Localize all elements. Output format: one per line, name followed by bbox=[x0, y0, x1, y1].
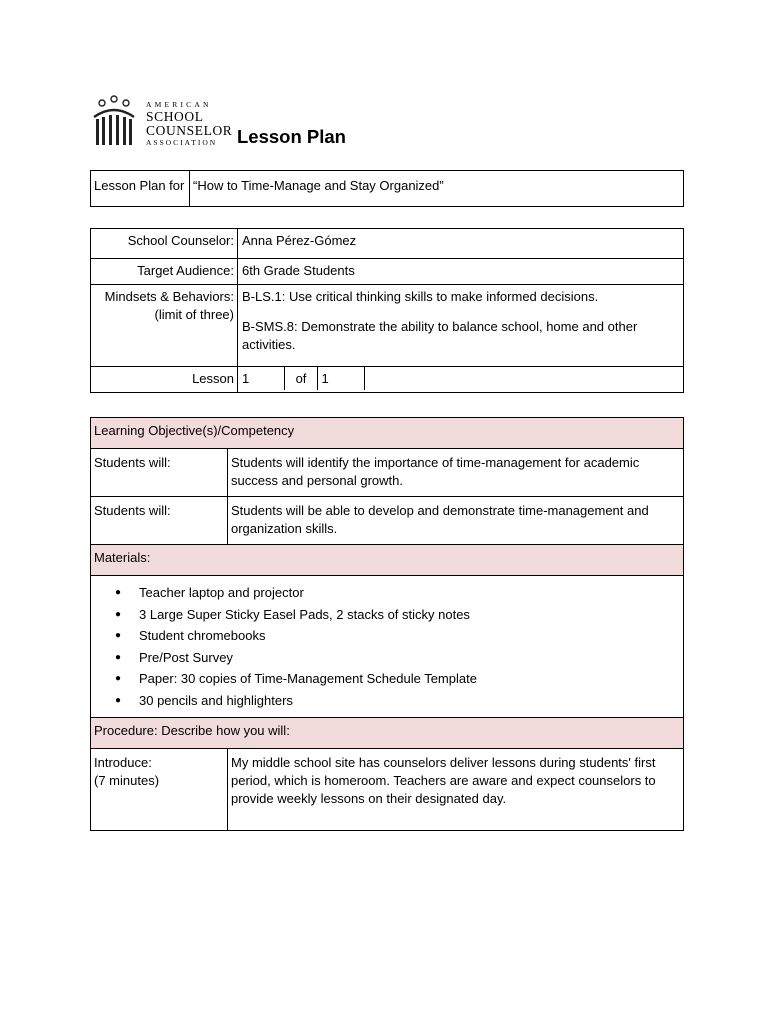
logo-line-school: SCHOOL bbox=[146, 108, 204, 124]
materials-item: ● Pre/Post Survey bbox=[139, 647, 680, 669]
objective-label: Students will: bbox=[91, 449, 228, 497]
materials-item: ● 3 Large Super Sticky Easel Pads, 2 stacks of sticky notes bbox=[139, 604, 680, 626]
materials-list bbox=[101, 582, 680, 711]
materials-list-cell bbox=[91, 576, 684, 718]
asca-logo-figures-icon bbox=[92, 95, 136, 147]
info-table bbox=[90, 228, 684, 393]
materials-header: Materials: bbox=[91, 545, 684, 576]
lesson-of: of bbox=[285, 367, 317, 390]
mindsets-value bbox=[238, 285, 684, 367]
mindset-item: B-LS.1: Use critical thinking skills to make informed decisions. bbox=[242, 289, 599, 304]
introduce-label: Introduce: bbox=[94, 755, 152, 770]
logo-line-american: AMERICAN bbox=[146, 100, 212, 109]
mindsets-label: Mindsets & Behaviors: bbox=[104, 289, 234, 304]
materials-item: ● Teacher laptop and projector bbox=[139, 582, 680, 604]
mindsets-label-cell bbox=[91, 285, 238, 367]
introduce-time: (7 minutes) bbox=[94, 773, 160, 788]
lesson-details-table bbox=[90, 417, 684, 831]
mindset-item: B-SMS.8: Demonstrate the ability to balance school, home and other activities. bbox=[242, 319, 638, 352]
logo-wordmark bbox=[146, 101, 232, 146]
lesson-number: 1 bbox=[238, 367, 285, 390]
audience-label: Target Audience: bbox=[91, 259, 238, 285]
introduce-text: My middle school site has counselors deliver lessons during students' first period, which is homeroom. Teachers are aware and expect counselors to provide weekly lessons on their designated day. bbox=[228, 749, 684, 831]
lesson-total: 1 bbox=[317, 367, 364, 390]
lesson-plan-for-label: Lesson Plan for bbox=[91, 171, 190, 207]
mindsets-sublabel: (limit of three) bbox=[154, 307, 234, 322]
counselor-value: Anna Pérez-Gómez bbox=[238, 229, 684, 259]
objectives-header: Learning Objective(s)/Competency bbox=[91, 418, 684, 449]
materials-item: ● Student chromebooks bbox=[139, 625, 680, 647]
objective-text: Students will be able to develop and demonstrate time-management and organization skills. bbox=[228, 497, 684, 545]
counselor-label: School Counselor: bbox=[91, 229, 238, 259]
introduce-label-cell bbox=[91, 749, 228, 831]
lesson-plan-for-value: “How to Time-Manage and Stay Organized” bbox=[190, 171, 684, 207]
lesson-counter bbox=[238, 367, 684, 393]
logo-line-counselor: COUNSELOR bbox=[146, 123, 233, 138]
materials-item: ● 30 pencils and highlighters bbox=[139, 690, 680, 712]
objective-label: Students will: bbox=[91, 497, 228, 545]
logo-line-association: ASSOCIATION bbox=[146, 137, 218, 147]
materials-item: ● Paper: 30 copies of Time-Management Schedule Template bbox=[139, 668, 680, 690]
objective-text: Students will identify the importance of time-management for academic success and personal growth. bbox=[228, 449, 684, 497]
lesson-label: Lesson bbox=[91, 367, 238, 393]
procedure-header: Procedure: Describe how you will: bbox=[91, 718, 684, 749]
asca-logo bbox=[92, 95, 232, 147]
audience-value: 6th Grade Students bbox=[238, 259, 684, 285]
lesson-plan-for-table bbox=[90, 170, 684, 207]
lesson-counter-grid bbox=[238, 367, 365, 390]
page-title: Lesson Plan bbox=[237, 126, 346, 147]
